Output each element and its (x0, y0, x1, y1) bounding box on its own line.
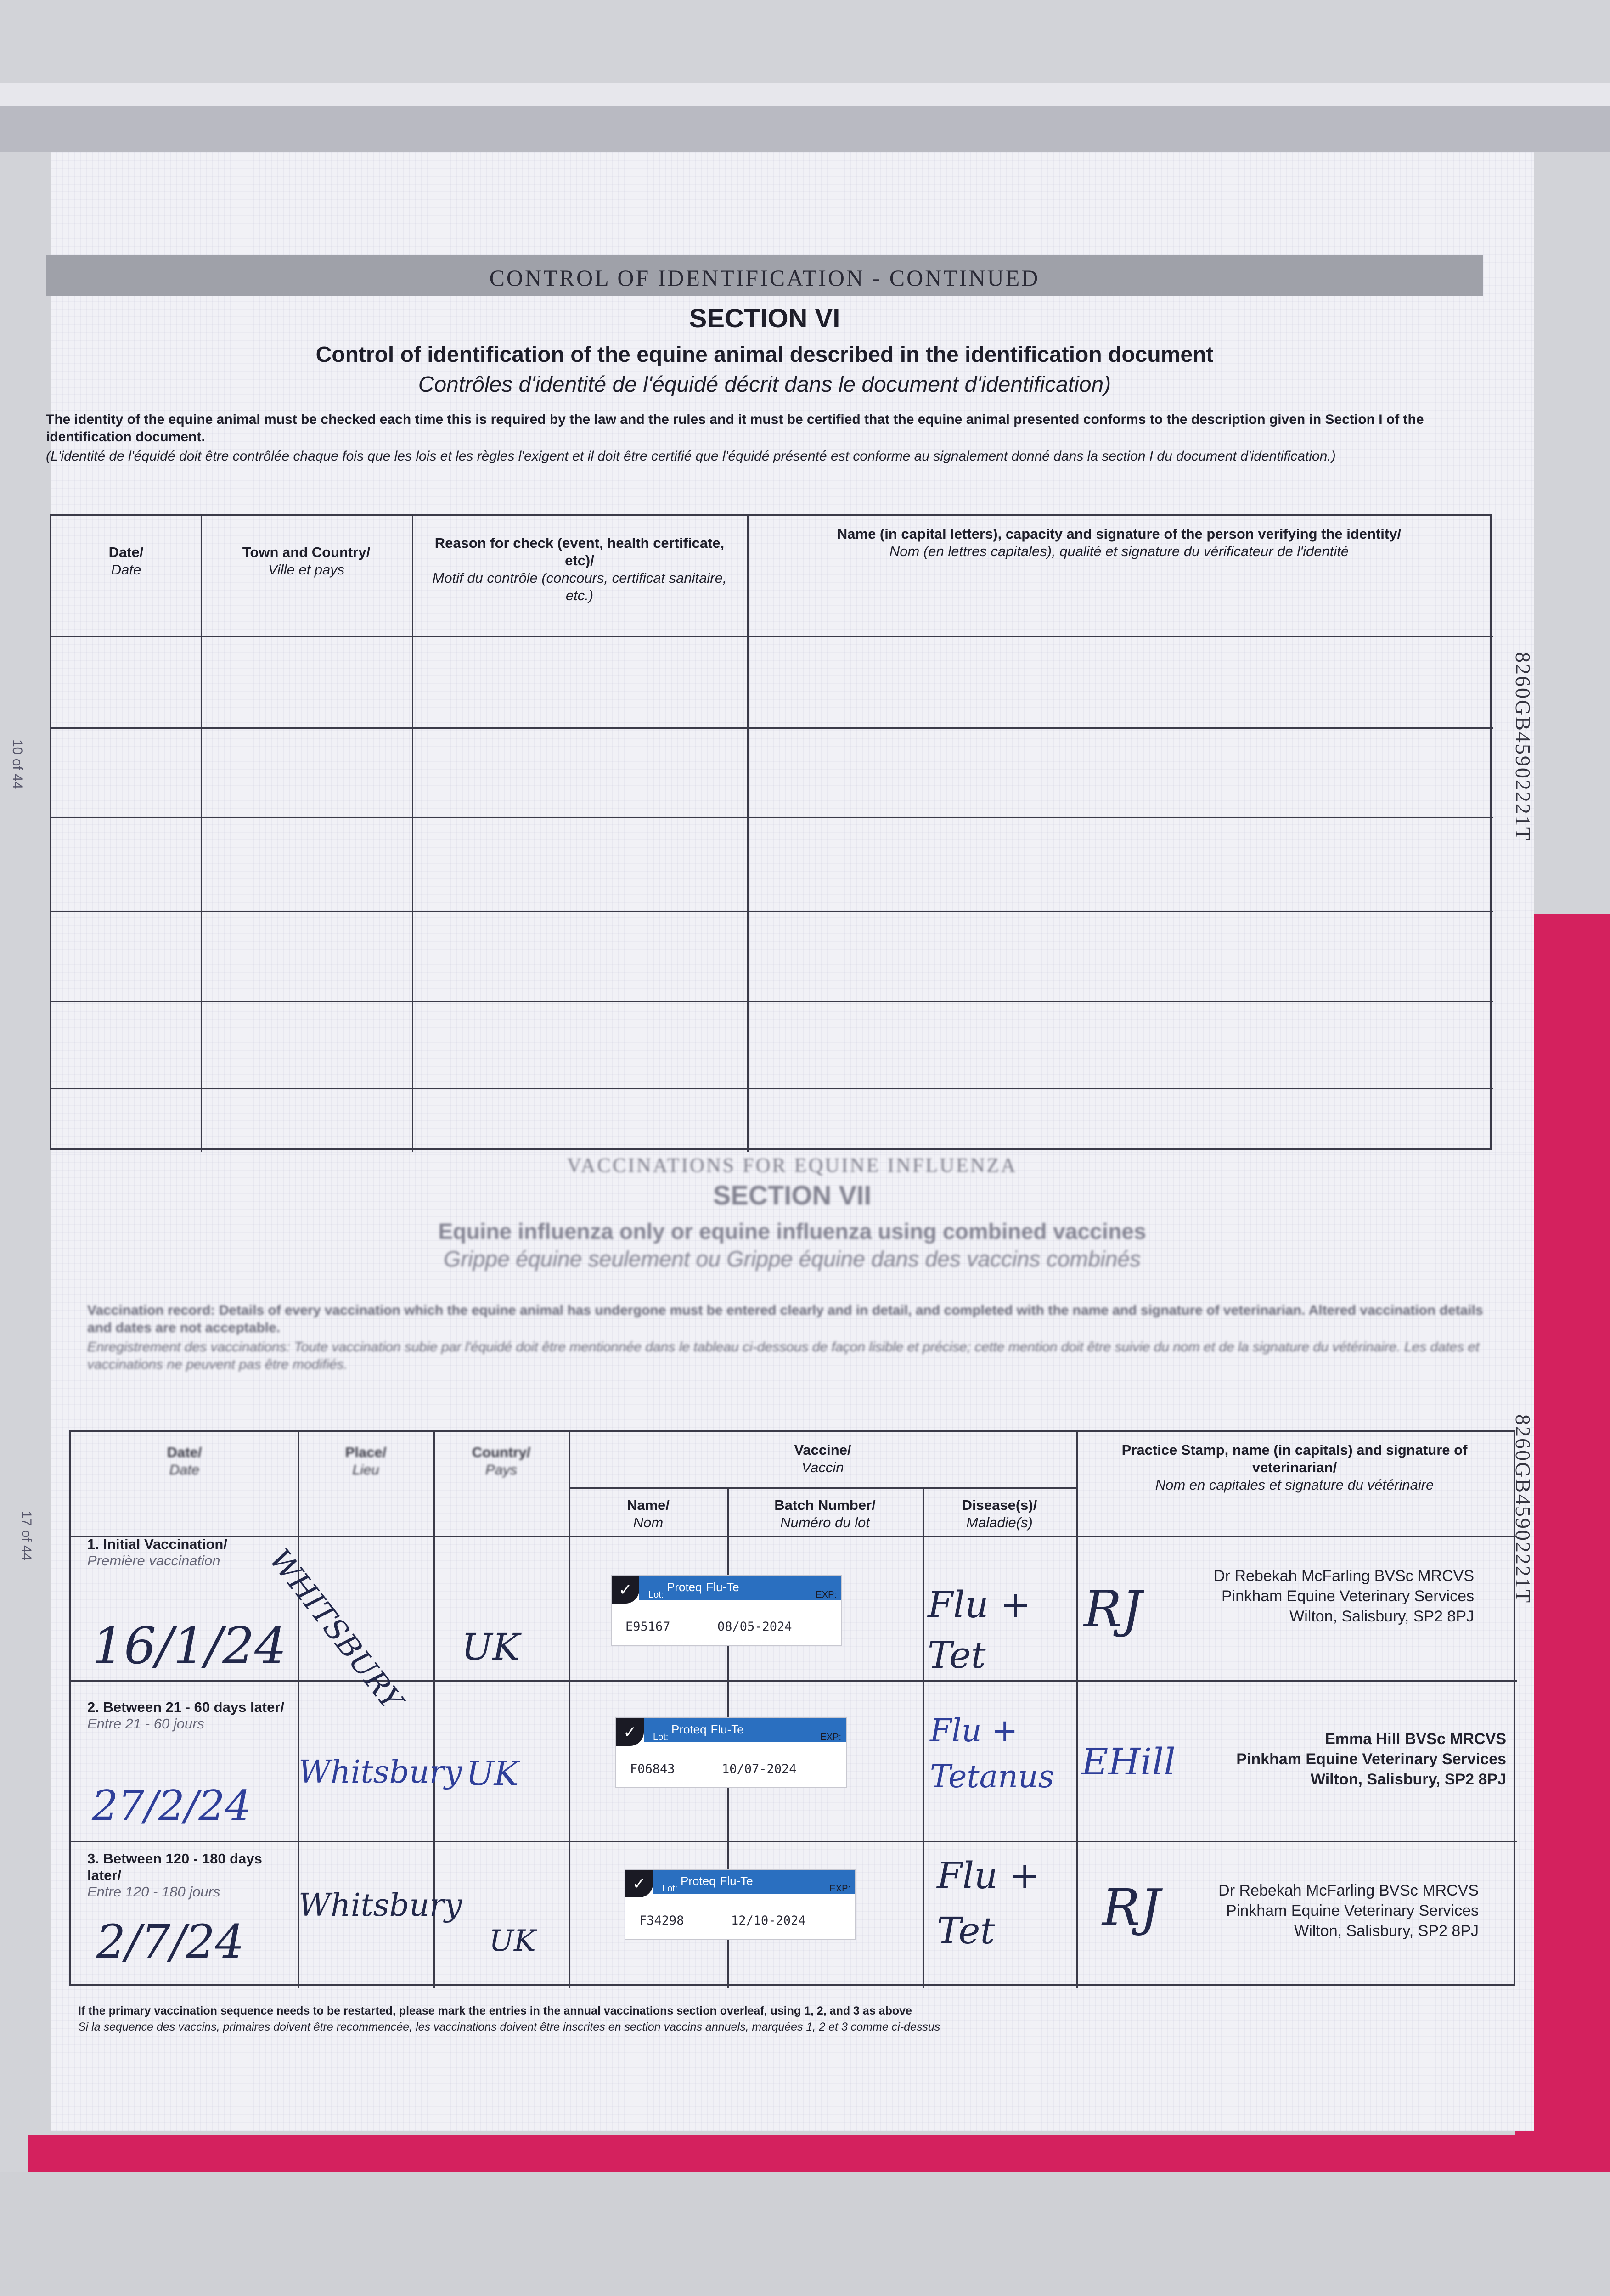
proteq-logo-icon: ✓ (625, 1870, 653, 1897)
row-3-vet-stamp (1139, 1880, 1479, 1941)
expiry-date: 12/10-2024 (731, 1913, 806, 1928)
blurred-header-area (51, 1153, 1534, 1382)
vet-address: Wilton, Salisbury, SP2 8PJ (1294, 1922, 1479, 1940)
row-3-date: 2/7/24 (96, 1915, 244, 1969)
batch-number: E95167 (625, 1620, 670, 1634)
column-header-vaccine-name: Name/ Nom (626, 1497, 670, 1531)
column-header-town: Town and Country/ Ville et pays (242, 544, 371, 578)
column-header-verifier: Name (in capital letters), capacity and signature of the person verifying the identity/ Nom (en lettres capitales), qualité et signature du vérificateur de l'identité (837, 526, 1402, 559)
expiry-date: 10/07-2024 (722, 1762, 797, 1776)
row-2-signature: EHill (1081, 1740, 1176, 1783)
row-1-date: 16/1/24 (92, 1616, 287, 1675)
row-1-country: UK (462, 1626, 520, 1668)
vaccine-sticker-1 (611, 1575, 842, 1646)
identity-check-table (50, 514, 1492, 1150)
lot-label: Lot: (653, 1732, 669, 1742)
vaccine-sticker-3 (625, 1869, 856, 1940)
passport-number-lower: 8260GB45902221T (1511, 1414, 1535, 1604)
row-3-country: UK (489, 1924, 536, 1958)
vet-practice: Pinkham Equine Veterinary Services (1236, 1750, 1506, 1768)
row-2-place: Whitsbury (298, 1754, 462, 1790)
vaccine-sub: Flu-Te (706, 1580, 739, 1594)
exp-label: EXP: (820, 1732, 841, 1742)
vet-address: Wilton, Salisbury, SP2 8PJ (1310, 1771, 1506, 1788)
section-heading-fr: Contrôles d'identité de l'équidé décrit dans le document d'identification) (418, 372, 1111, 397)
vet-practice: Pinkham Equine Veterinary Services (1226, 1902, 1479, 1919)
row-3-label: 3. Between 120 - 180 days later/ Entre 120 - 180 jours (87, 1851, 262, 1900)
row-1-disease: Flu + Tet (928, 1583, 1031, 1677)
proteq-logo-icon: ✓ (616, 1718, 644, 1746)
section-heading-lower-en: Equine influenza only or equine influenza using combined vaccines (438, 1220, 1146, 1244)
section-title-lower: SECTION VII (713, 1181, 872, 1210)
section-heading-lower-fr: Grippe équine seulement ou Grippe équine dans des vaccins combinés (443, 1247, 1141, 1272)
column-header-batch: Batch Number/ Numéro du lot (774, 1497, 876, 1531)
passport-cover-edge (0, 106, 1610, 152)
vet-practice: Pinkham Equine Veterinary Services (1222, 1587, 1474, 1605)
column-header-practice: Practice Stamp, name (in capitals) and signature of veterinarian/ Nom en capitales et signature du vétérinaire (1121, 1442, 1468, 1493)
intro-text-fr: (L'identité de l'équidé doit être contrôlée chaque fois que les lois et les règles l'exigent et il doit être certifié que l'équidé présenté est conforme au signalement donné dans la section I du document d'identification.) (46, 449, 1336, 464)
row-1-label: 1. Initial Vaccination/ Première vaccination (87, 1536, 227, 1569)
pink-cover-bottom (28, 2135, 1610, 2177)
passport-number-upper: 8260GB45902221T (1511, 652, 1535, 842)
column-header-reason: Reason for check (event, health certificate, etc)/ Motif du contrôle (concours, certificat sanitaire, etc.) (432, 535, 727, 603)
vet-address: Wilton, Salisbury, SP2 8PJ (1289, 1608, 1474, 1625)
header-band-title: CONTROL OF IDENTIFICATION - CONTINUED (489, 265, 1040, 291)
header-band-lower: VACCINATIONS FOR EQUINE INFLUENZA (567, 1154, 1018, 1176)
vaccine-sticker-2 (615, 1717, 847, 1788)
exp-label: EXP: (829, 1884, 850, 1894)
lot-label: Lot: (662, 1884, 678, 1894)
row-2-vet-stamp (1176, 1729, 1506, 1790)
page-number-lower: 17 of 44 (19, 1511, 34, 1561)
passport-cover-top (0, 83, 1610, 106)
column-header-date: Date/ Date (108, 544, 144, 578)
column-header-date-lower: Date/ Date (167, 1444, 202, 1478)
column-header-vaccine: Vaccine/ Vaccin (794, 1442, 851, 1475)
row-1-signature: RJ (1084, 1580, 1142, 1638)
proteq-logo-icon: ✓ (612, 1576, 639, 1604)
vaccination-intro-fr: Enregistrement des vaccinations: Toute vaccination subie par l'équidé doit être mentionnée dans le tableau ci-dessous de façon lisible et précise; cette mention doit être suivie du nom et de la signature du vétérinaire. Les dates et vaccinations ne peuvent pas être modifiés. (87, 1339, 1480, 1372)
row-3-disease: Flu + Tet (937, 1854, 1041, 1952)
vet-name: Emma Hill BVSc MRCVS (1325, 1730, 1506, 1748)
vaccine-sub: Flu-Te (710, 1722, 744, 1736)
section-title: SECTION VI (689, 304, 840, 333)
vet-name: Dr Rebekah McFarling BVSc MRCVS (1214, 1567, 1474, 1585)
vaccine-brand: Proteq (667, 1580, 702, 1594)
column-header-country: Country/ Pays (472, 1444, 531, 1478)
column-header-disease: Disease(s)/ Maladie(s) (962, 1497, 1037, 1531)
row-1-place: WHITSBURY (262, 1543, 409, 1717)
footnote-en: If the primary vaccination sequence needs to be restarted, please mark the entries in the annual vaccinations section overleaf, using 1, 2, and 3 as above (78, 2004, 912, 2017)
expiry-date: 08/05-2024 (717, 1620, 792, 1634)
footnote-fr: Si la sequence des vaccins, primaires doivent être recommencée, les vaccinations doivent être inscrites en section vaccins annuels, marquées 1, 2 et 3 comme ci-dessus (78, 2020, 940, 2033)
scanner-background (0, 2172, 1610, 2296)
batch-number: F06843 (630, 1762, 675, 1776)
row-3-place: Whitsbury (298, 1887, 462, 1924)
section-heading-en: Control of identification of the equine animal described in the identification document (315, 343, 1214, 367)
vet-name: Dr Rebekah McFarling BVSc MRCVS (1218, 1882, 1479, 1899)
row-3-signature: RJ (1102, 1878, 1160, 1937)
row-1-vet-stamp (1125, 1566, 1474, 1626)
vaccine-brand: Proteq (681, 1874, 716, 1888)
batch-number: F34298 (639, 1913, 684, 1928)
lot-label: Lot: (648, 1590, 664, 1600)
row-2-country: UK (466, 1754, 519, 1793)
column-header-place: Place/ Lieu (345, 1444, 387, 1478)
row-2-date: 27/2/24 (92, 1782, 251, 1830)
exp-label: EXP: (816, 1590, 837, 1600)
intro-text-en: The identity of the equine animal must be checked each time this is required by the law and the rules and it must be certified that the equine animal presented conforms to the description given in Section I of the identification document. (46, 412, 1424, 445)
vaccination-intro-en: Vaccination record: Details of every vaccination which the equine animal has undergone must be entered clearly and in detail, and completed with the name and signature of veterinarian. Altered vaccination details and dates are not acceptable. (87, 1303, 1483, 1335)
row-2-disease: Flu + Tetanus (930, 1713, 1054, 1795)
vaccine-sub: Flu-Te (720, 1874, 753, 1888)
page-number-upper: 10 of 44 (10, 739, 25, 789)
row-2-label: 2. Between 21 - 60 days later/ Entre 21 - 60 jours (87, 1699, 285, 1732)
vaccine-brand: Proteq (671, 1722, 707, 1736)
